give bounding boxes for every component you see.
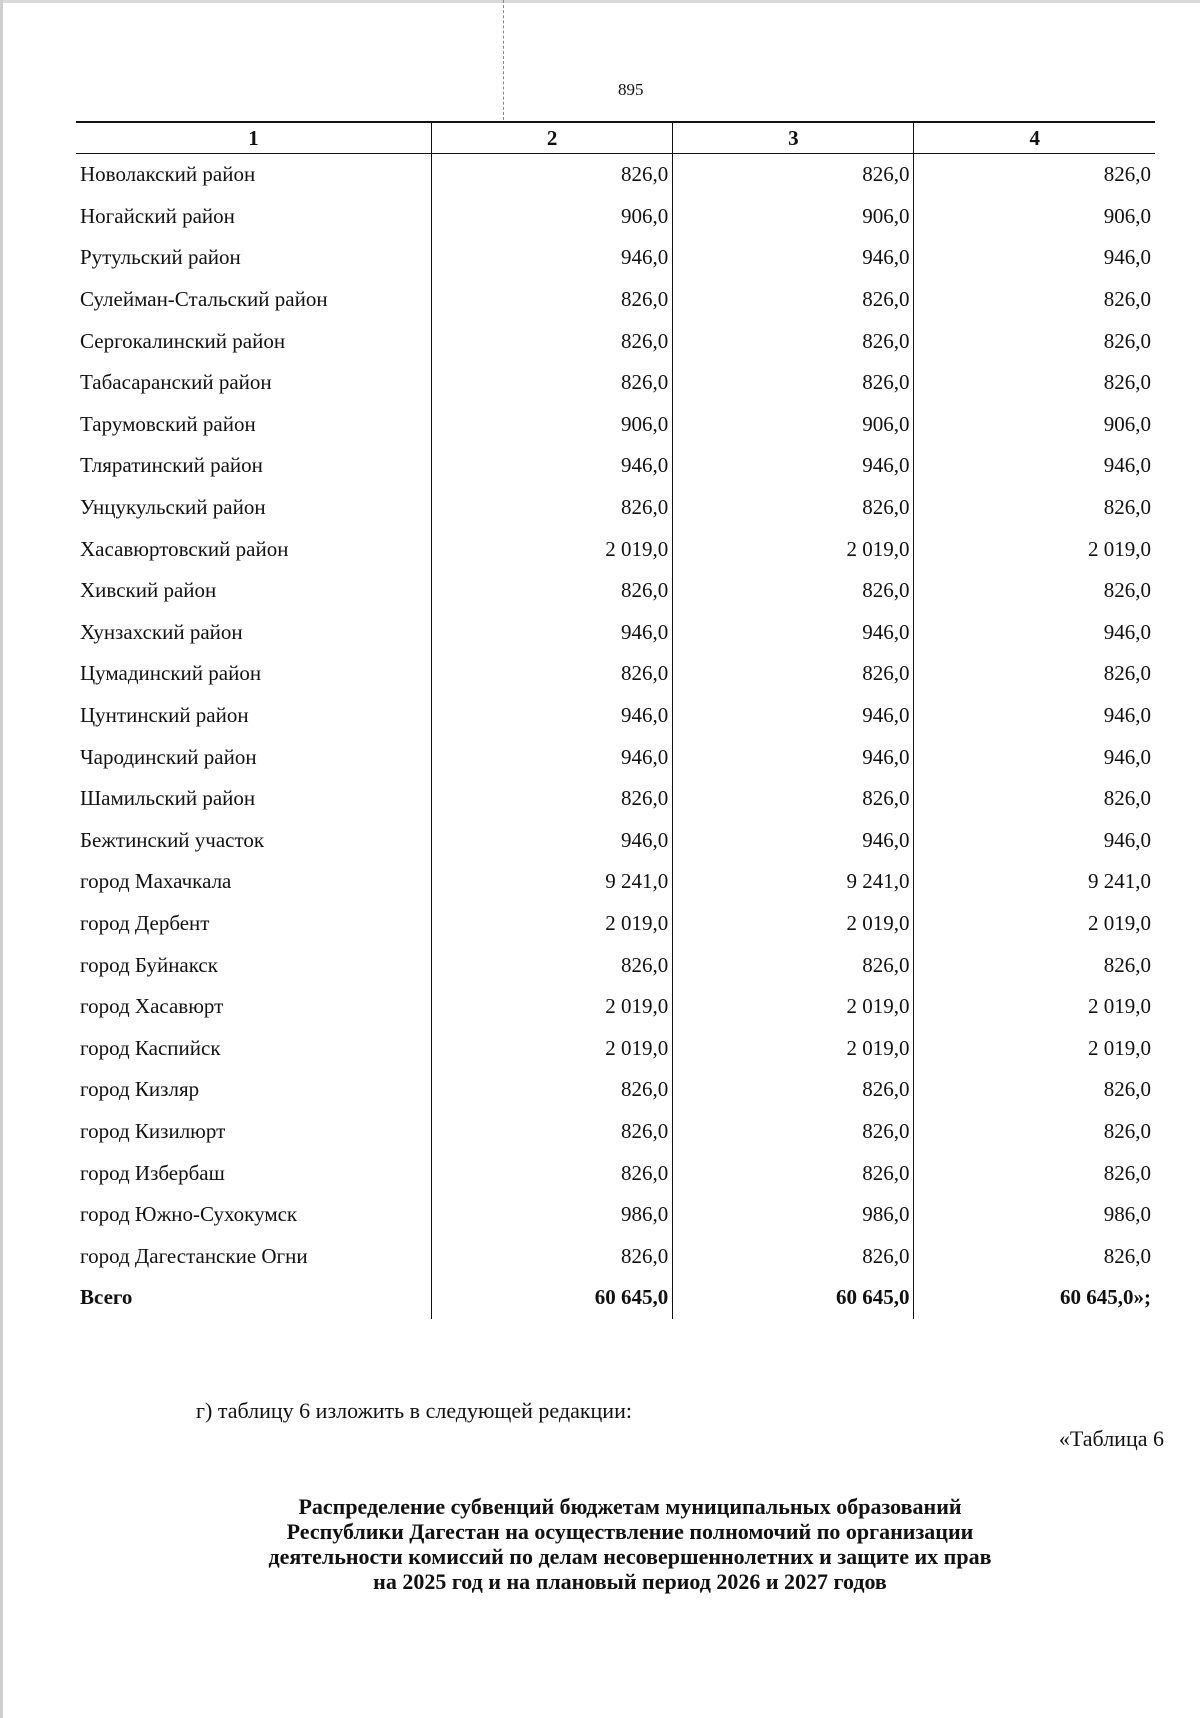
amount-cell-col4: 826,0 — [914, 1111, 1155, 1153]
amount-cell-col4: 826,0 — [914, 570, 1155, 612]
amount-cell-col3: 826,0 — [673, 1069, 914, 1111]
amount-cell-col2: 906,0 — [432, 196, 673, 238]
municipality-name-cell: город Махачкала — [80, 869, 232, 894]
amount-cell-col4: 826,0 — [914, 1069, 1155, 1111]
amount-cell-col2: 2 019,0 — [432, 903, 673, 945]
table-row — [76, 612, 1155, 654]
amount-cell-col4: 826,0 — [914, 487, 1155, 529]
amount-cell-col2: 826,0 — [432, 570, 673, 612]
subsidy-table — [76, 121, 1155, 1319]
amount-cell-col4: 946,0 — [914, 612, 1155, 654]
scan-edge-top — [0, 0, 1200, 3]
amount-cell-col4: 946,0 — [914, 237, 1155, 279]
table-row — [76, 570, 1155, 612]
municipality-name-cell: Хасавюртовский район — [80, 536, 289, 561]
municipality-name-cell: город Хасавюрт — [80, 994, 224, 1019]
amount-cell-col2: 946,0 — [432, 820, 673, 862]
amount-cell-col4: 826,0 — [914, 279, 1155, 321]
table-row — [76, 778, 1155, 820]
municipality-name-cell: город Избербаш — [80, 1160, 225, 1185]
amount-cell-col3: 826,0 — [673, 154, 914, 196]
heading-line: Распределение субвенций бюджетам муниципальных образований — [298, 1494, 962, 1519]
table-row — [76, 154, 1155, 196]
total-row — [76, 1277, 1155, 1319]
amount-cell-col4: 986,0 — [914, 1194, 1155, 1236]
municipality-name-cell: Шамильский район — [80, 786, 256, 811]
amount-cell-col2: 826,0 — [432, 279, 673, 321]
table-row — [76, 404, 1155, 446]
table-label: «Таблица 6 — [1058, 1426, 1164, 1451]
municipality-name-cell: Тарумовский район — [80, 411, 256, 436]
amount-cell-col2: 946,0 — [432, 612, 673, 654]
amount-cell-col3: 2 019,0 — [673, 528, 914, 570]
table-row — [76, 695, 1155, 737]
amount-cell-col3: 906,0 — [673, 196, 914, 238]
page-number: 895 — [618, 80, 644, 99]
amount-cell-col3: 946,0 — [673, 695, 914, 737]
amount-cell-col2: 946,0 — [432, 445, 673, 487]
municipality-name-cell: город Кизилюрт — [80, 1118, 226, 1143]
amount-cell-col2: 826,0 — [432, 653, 673, 695]
amount-cell-col2: 946,0 — [432, 736, 673, 778]
municipality-name-cell: город Буйнакск — [80, 952, 218, 977]
municipality-name-cell: город Дербент — [80, 910, 210, 935]
amount-cell-col2: 826,0 — [432, 487, 673, 529]
municipality-name-cell: Хивский район — [80, 578, 217, 603]
amount-cell-col2: 2 019,0 — [432, 1027, 673, 1069]
amount-cell-col4: 946,0 — [914, 695, 1155, 737]
amount-cell-col3: 946,0 — [673, 445, 914, 487]
municipality-name-cell: город Кизляр — [80, 1077, 200, 1102]
amount-cell-col3: 826,0 — [673, 1111, 914, 1153]
amount-cell-col3: 826,0 — [673, 279, 914, 321]
amount-cell-col3: 826,0 — [673, 944, 914, 986]
amount-cell-col3: 826,0 — [673, 362, 914, 404]
municipality-name-cell: город Дагестанские Огни — [80, 1243, 308, 1268]
table-row — [76, 653, 1155, 695]
table-row — [76, 1027, 1155, 1069]
amount-cell-col2: 9 241,0 — [432, 861, 673, 903]
municipality-name-cell: Сергокалинский район — [80, 328, 286, 353]
amount-cell-col2: 986,0 — [432, 1194, 673, 1236]
table-row — [76, 1111, 1155, 1153]
municipality-name-cell: город Южно-Сухокумск — [80, 1202, 298, 1227]
municipality-name-cell: Чародинский район — [80, 744, 257, 769]
table-row — [76, 736, 1155, 778]
fold-mark — [503, 0, 505, 120]
amount-cell-col4: 2 019,0 — [914, 1027, 1155, 1069]
amount-cell-col4: 826,0 — [914, 362, 1155, 404]
amount-cell-col2: 906,0 — [432, 404, 673, 446]
municipality-name-cell: Цунтинский район — [80, 703, 249, 728]
amount-cell-col3: 946,0 — [673, 736, 914, 778]
column-header-3: 3 — [673, 122, 914, 154]
amount-cell-col4: 826,0 — [914, 154, 1155, 196]
table-body — [76, 154, 1155, 1319]
table-6-heading — [190, 1494, 1070, 1594]
amount-cell-col2: 826,0 — [432, 1235, 673, 1277]
total-amount-cell-col3: 60 645,0 — [673, 1277, 914, 1319]
amount-cell-col4: 2 019,0 — [914, 903, 1155, 945]
table-header-row — [76, 122, 1155, 154]
amount-cell-col4: 826,0 — [914, 778, 1155, 820]
scan-edge-left — [0, 0, 3, 1718]
amount-cell-col2: 826,0 — [432, 362, 673, 404]
municipality-name-cell: Цумадинский район — [80, 661, 262, 686]
amount-cell-col3: 906,0 — [673, 404, 914, 446]
municipality-name-cell: Унцукульский район — [80, 495, 266, 520]
amount-cell-col3: 826,0 — [673, 653, 914, 695]
amount-cell-col2: 826,0 — [432, 1069, 673, 1111]
municipality-name-cell: Новолакский район — [80, 162, 256, 187]
amount-cell-col3: 826,0 — [673, 570, 914, 612]
amount-cell-col4: 826,0 — [914, 944, 1155, 986]
amount-cell-col3: 986,0 — [673, 1194, 914, 1236]
table-row — [76, 903, 1155, 945]
column-header-4: 4 — [914, 122, 1155, 154]
column-header-1: 1 — [76, 122, 432, 154]
amount-cell-col2: 826,0 — [432, 1111, 673, 1153]
total-amount-cell-col4: 60 645,0»; — [914, 1277, 1155, 1319]
amount-cell-col2: 826,0 — [432, 320, 673, 362]
amount-cell-col2: 826,0 — [432, 154, 673, 196]
amount-cell-col2: 2 019,0 — [432, 986, 673, 1028]
amount-cell-col4: 946,0 — [914, 736, 1155, 778]
amount-cell-col4: 826,0 — [914, 1235, 1155, 1277]
amount-cell-col3: 946,0 — [673, 820, 914, 862]
amount-cell-col3: 2 019,0 — [673, 986, 914, 1028]
municipality-name-cell: Хунзахский район — [80, 619, 243, 644]
amount-cell-col4: 9 241,0 — [914, 861, 1155, 903]
table-row — [76, 1152, 1155, 1194]
table-row — [76, 986, 1155, 1028]
table-row — [76, 237, 1155, 279]
column-header-2: 2 — [432, 122, 673, 154]
amount-cell-col3: 826,0 — [673, 320, 914, 362]
amount-cell-col3: 826,0 — [673, 778, 914, 820]
table-row — [76, 820, 1155, 862]
municipality-name-cell: город Каспийск — [80, 1035, 221, 1060]
heading-line: Республики Дагестан на осуществление полномочий по организации — [286, 1519, 974, 1544]
table-row — [76, 1235, 1155, 1277]
amount-cell-col2: 826,0 — [432, 944, 673, 986]
amount-cell-col4: 826,0 — [914, 320, 1155, 362]
heading-line: на 2025 год и на плановый период 2026 и 2027 годов — [373, 1569, 887, 1594]
amount-cell-col3: 946,0 — [673, 612, 914, 654]
amount-cell-col2: 946,0 — [432, 695, 673, 737]
table-row — [76, 861, 1155, 903]
amount-cell-col3: 826,0 — [673, 1235, 914, 1277]
municipality-name-cell: Ногайский район — [80, 203, 235, 228]
amount-cell-col3: 946,0 — [673, 237, 914, 279]
amount-cell-col3: 826,0 — [673, 487, 914, 529]
amount-cell-col2: 826,0 — [432, 778, 673, 820]
total-label-cell: Всего — [80, 1285, 133, 1310]
table-row — [76, 279, 1155, 321]
table-row — [76, 1194, 1155, 1236]
municipality-name-cell: Бежтинский участок — [80, 827, 265, 852]
municipality-name-cell: Табасаранский район — [80, 370, 272, 395]
municipality-name-cell: Рутульский район — [80, 245, 241, 270]
table-row — [76, 487, 1155, 529]
instruction-text: г) таблицу 6 изложить в следующей редакции: — [196, 1398, 632, 1423]
amount-cell-col2: 946,0 — [432, 237, 673, 279]
amount-cell-col4: 826,0 — [914, 653, 1155, 695]
amount-cell-col3: 9 241,0 — [673, 861, 914, 903]
amount-cell-col4: 906,0 — [914, 404, 1155, 446]
amount-cell-col4: 946,0 — [914, 445, 1155, 487]
table-row — [76, 445, 1155, 487]
amount-cell-col4: 826,0 — [914, 1152, 1155, 1194]
amount-cell-col3: 2 019,0 — [673, 903, 914, 945]
municipality-name-cell: Сулейман-Стальский район — [80, 287, 328, 312]
table-row — [76, 320, 1155, 362]
amount-cell-col4: 946,0 — [914, 820, 1155, 862]
total-amount-cell-col2: 60 645,0 — [432, 1277, 673, 1319]
amount-cell-col4: 2 019,0 — [914, 528, 1155, 570]
amount-cell-col3: 2 019,0 — [673, 1027, 914, 1069]
table-row — [76, 362, 1155, 404]
table-row — [76, 944, 1155, 986]
amount-cell-col4: 2 019,0 — [914, 986, 1155, 1028]
amount-cell-col2: 826,0 — [432, 1152, 673, 1194]
table-row — [76, 196, 1155, 238]
amount-cell-col3: 826,0 — [673, 1152, 914, 1194]
table-row — [76, 528, 1155, 570]
amount-cell-col4: 906,0 — [914, 196, 1155, 238]
amount-cell-col2: 2 019,0 — [432, 528, 673, 570]
heading-line: деятельности комиссий по делам несовершеннолетних и защите их прав — [268, 1544, 992, 1569]
table-row — [76, 1069, 1155, 1111]
municipality-name-cell: Тляратинский район — [80, 453, 263, 478]
